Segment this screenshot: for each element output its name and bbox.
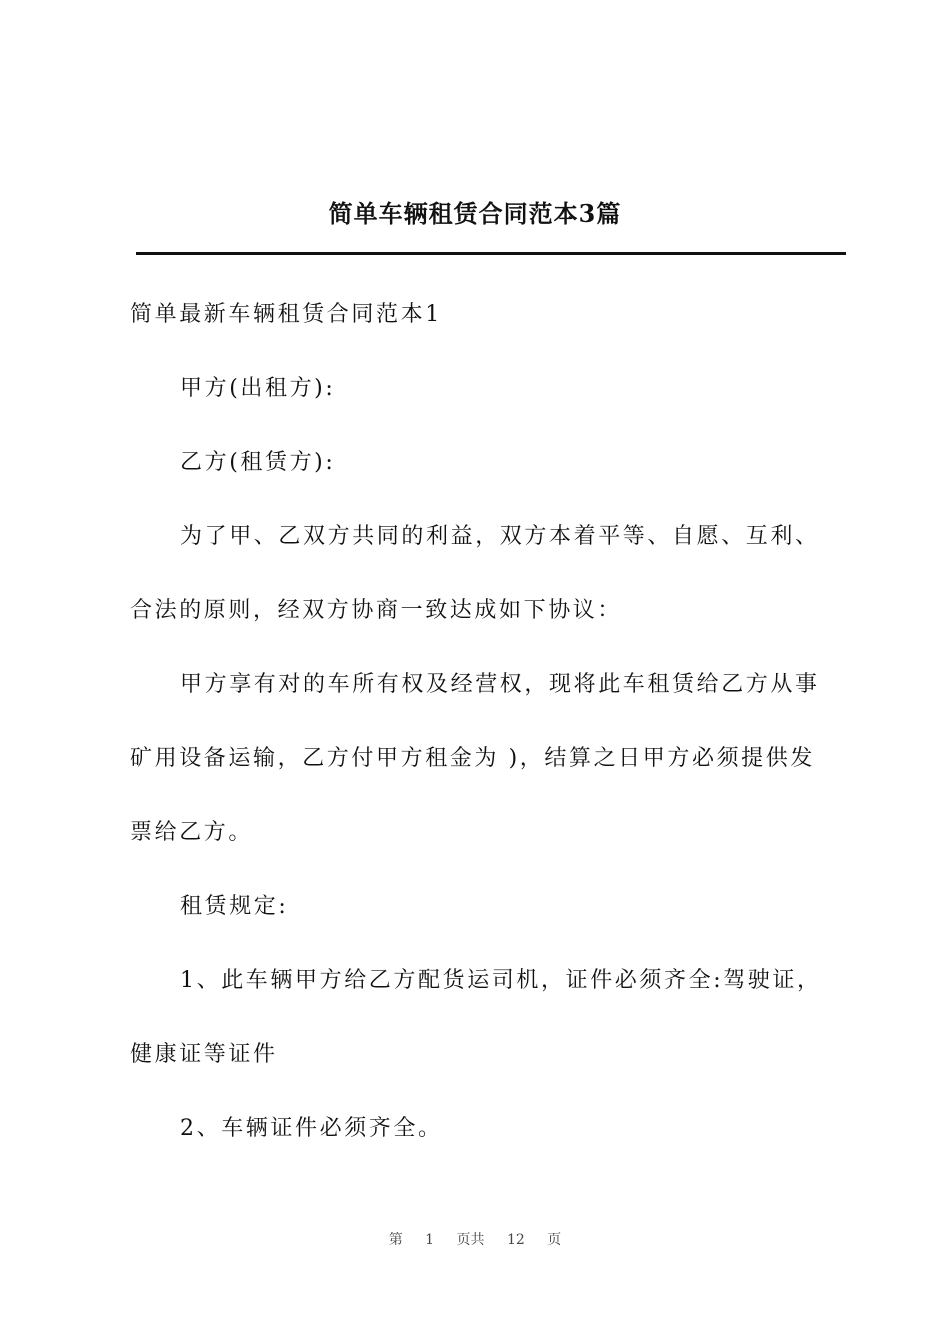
rules-heading: 租赁规定: <box>180 894 289 919</box>
footer-prefix: 第 <box>388 1232 403 1248</box>
paragraph-line: 合法的原则，经双方协商一致达成如下协议： <box>130 598 623 623</box>
footer-suffix: 页 <box>547 1232 562 1248</box>
party-a-line: 甲方(出租方): <box>180 376 336 401</box>
document-body <box>130 278 842 1166</box>
paragraph-line: 票给乙方。 <box>130 820 254 845</box>
rule-item-continuation: 健康证等证件 <box>130 1042 278 1067</box>
paragraph-line: 为了甲、乙双方共同的利益，双方本着平等、自愿、互利、 <box>180 524 820 549</box>
title-underline <box>136 252 846 255</box>
footer-total-pages: 12 <box>507 1232 525 1248</box>
page-footer <box>0 1228 950 1252</box>
footer-page-number: 1 <box>425 1232 435 1248</box>
rule-item: 1、此车辆甲方给乙方配货运司机，证件必须齐全:驾驶证， <box>180 968 822 993</box>
section-heading: 简单最新车辆租赁合同范本1 <box>130 302 442 327</box>
rule-item: 2、车辆证件必须齐全。 <box>180 1116 443 1141</box>
paragraph-line: 矿用设备运输，乙方付甲方租金为 )，结算之日甲方必须提供发 <box>130 746 815 771</box>
footer-middle: 页共 <box>456 1232 485 1248</box>
party-b-line: 乙方(租赁方): <box>180 450 336 475</box>
document-title: 简单车辆租赁合同范本3篇 <box>328 199 622 228</box>
paragraph-line: 甲方享有对的车所有权及经营权，现将此车租赁给乙方从事 <box>180 672 820 697</box>
